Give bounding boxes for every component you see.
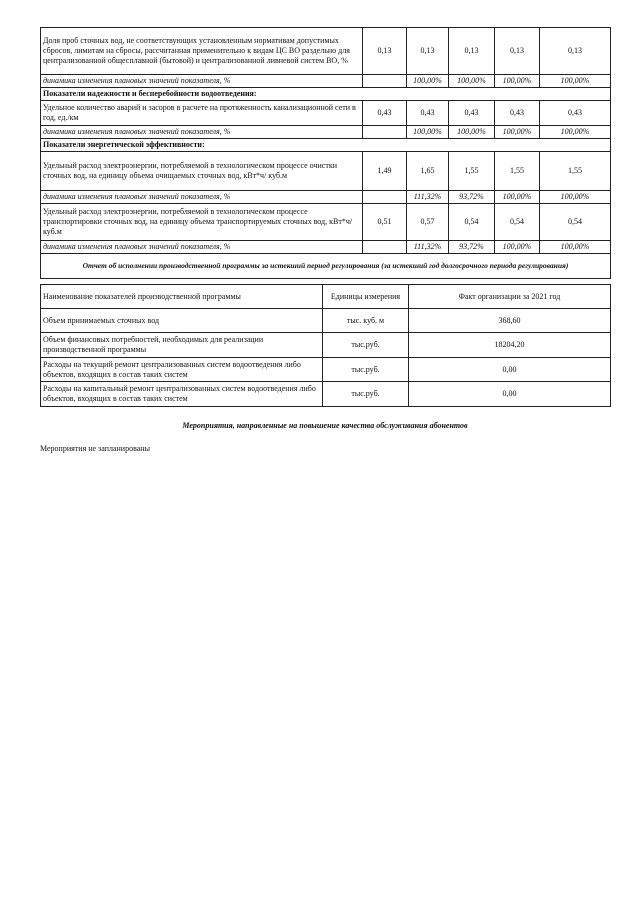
value-cell xyxy=(363,241,407,254)
value-cell: 100,00% xyxy=(540,191,611,204)
value-cell: 100,00% xyxy=(495,191,540,204)
value-cell xyxy=(363,75,407,88)
column-header: Единицы измерения xyxy=(323,285,409,309)
report-row-name: Объем финансовых потребностей, необходимых для реализации производственной программы xyxy=(41,333,323,358)
value-cell: 100,00% xyxy=(449,75,495,88)
value-cell: 0,43 xyxy=(495,101,540,126)
report-row-value: 368,60 xyxy=(409,309,611,333)
report-row-name: Расходы на текущий ремонт централизованных систем водоотведения либо объектов, входящих в состав таких систем xyxy=(41,358,323,382)
table-row xyxy=(41,309,611,333)
table-row xyxy=(41,139,611,152)
section-heading: Показатели надежности и бесперебойности водоотведения: xyxy=(41,88,611,101)
report-row-unit: тыс.руб. xyxy=(323,358,409,382)
value-cell: 1,65 xyxy=(407,152,449,191)
table-row xyxy=(41,358,611,382)
dynamics-label: динамика изменения плановых значений показателя, % xyxy=(41,241,363,254)
report-row-name: Объем принимаемых сточных вод xyxy=(41,309,323,333)
indicator-name: Доля проб сточных вод, не соответствующих установленным нормативам допустимых сбросов, лимитам на сбросы, рассчитанная применительно к видам ЦС ВО раздельно для централизованной общесплавной (бытовой) и централизованной ливневой систем ВО, % xyxy=(41,28,363,75)
value-cell: 100,00% xyxy=(407,126,449,139)
value-cell: 0,54 xyxy=(449,204,495,241)
value-cell: 100,00% xyxy=(495,75,540,88)
indicators-table xyxy=(40,27,611,279)
table-row xyxy=(41,241,611,254)
measures-title: Мероприятия, направленные на повышение качества обслуживания абонентов xyxy=(182,421,468,430)
report-row-unit: тыс.руб. xyxy=(323,333,409,358)
value-cell: 0,43 xyxy=(363,101,407,126)
table-row xyxy=(41,204,611,241)
report-row-value: 0,00 xyxy=(409,382,611,407)
dynamics-label: динамика изменения плановых значений показателя, % xyxy=(41,75,363,88)
table-header-row xyxy=(41,285,611,309)
indicator-name: Удельный расход электроэнергии, потребляемой в технологическом процессе транспортировки сточных вод, на единицу объема транспортируемых сточных вод, кВт*ч/ куб.м xyxy=(41,204,363,241)
value-cell: 0,54 xyxy=(495,204,540,241)
table-row xyxy=(41,28,611,75)
value-cell: 0,51 xyxy=(363,204,407,241)
value-cell: 100,00% xyxy=(407,75,449,88)
value-cell xyxy=(363,191,407,204)
value-cell: 111,32% xyxy=(407,191,449,204)
table-row xyxy=(41,152,611,191)
report-row-name: Расходы на капитальный ремонт централизованных систем водоотведения либо объектов, входящих в состав таких систем xyxy=(41,382,323,407)
value-cell: 93,72% xyxy=(449,241,495,254)
report-title: Отчет об исполнении производственной программы за истекший период регулирования (за истекший год долгосрочного периода регулирования) xyxy=(41,254,611,279)
report-row-unit: тыс. куб. м xyxy=(323,309,409,333)
section-heading: Показатели энергетической эффективности: xyxy=(41,139,611,152)
value-cell: 111,32% xyxy=(407,241,449,254)
value-cell: 100,00% xyxy=(449,126,495,139)
value-cell xyxy=(363,126,407,139)
column-header: Факт организации за 2021 год xyxy=(409,285,611,309)
report-row-value: 18204,20 xyxy=(409,333,611,358)
table-row xyxy=(41,254,611,279)
value-cell: 0,43 xyxy=(449,101,495,126)
value-cell: 100,00% xyxy=(540,241,611,254)
dynamics-label: динамика изменения плановых значений показателя, % xyxy=(41,126,363,139)
value-cell: 1,55 xyxy=(540,152,611,191)
value-cell: 0,13 xyxy=(363,28,407,75)
value-cell: 93,72% xyxy=(449,191,495,204)
value-cell: 1,55 xyxy=(449,152,495,191)
table-row xyxy=(41,75,611,88)
value-cell: 100,00% xyxy=(495,241,540,254)
table-row xyxy=(41,382,611,407)
value-cell: 0,13 xyxy=(449,28,495,75)
table-row xyxy=(41,88,611,101)
indicator-name: Удельное количество аварий и засоров в расчете на протяженность канализационной сети в год, ед./км xyxy=(41,101,363,126)
report-table xyxy=(40,284,611,407)
indicator-name: Удельный расход электроэнергии, потребляемой в технологическом процессе очистки сточных вод, на единицу объема очищаемых сточных вод, кВт*ч/ куб.м xyxy=(41,152,363,191)
table-row xyxy=(41,191,611,204)
value-cell: 0,43 xyxy=(540,101,611,126)
value-cell: 1,49 xyxy=(363,152,407,191)
value-cell: 0,57 xyxy=(407,204,449,241)
table-row xyxy=(41,333,611,358)
value-cell: 100,00% xyxy=(540,126,611,139)
value-cell: 0,43 xyxy=(407,101,449,126)
value-cell: 0,54 xyxy=(540,204,611,241)
measures-text: Мероприятия не запланированы xyxy=(40,444,150,453)
value-cell: 1,55 xyxy=(495,152,540,191)
report-row-value: 0,00 xyxy=(409,358,611,382)
value-cell: 0,13 xyxy=(407,28,449,75)
value-cell: 100,00% xyxy=(495,126,540,139)
table-row xyxy=(41,126,611,139)
table-row xyxy=(41,101,611,126)
column-header: Наименование показателей производственной программы xyxy=(41,285,323,309)
dynamics-label: динамика изменения плановых значений показателя, % xyxy=(41,191,363,204)
value-cell: 0,13 xyxy=(540,28,611,75)
value-cell: 100,00% xyxy=(540,75,611,88)
value-cell: 0,13 xyxy=(495,28,540,75)
report-row-unit: тыс.руб. xyxy=(323,382,409,407)
